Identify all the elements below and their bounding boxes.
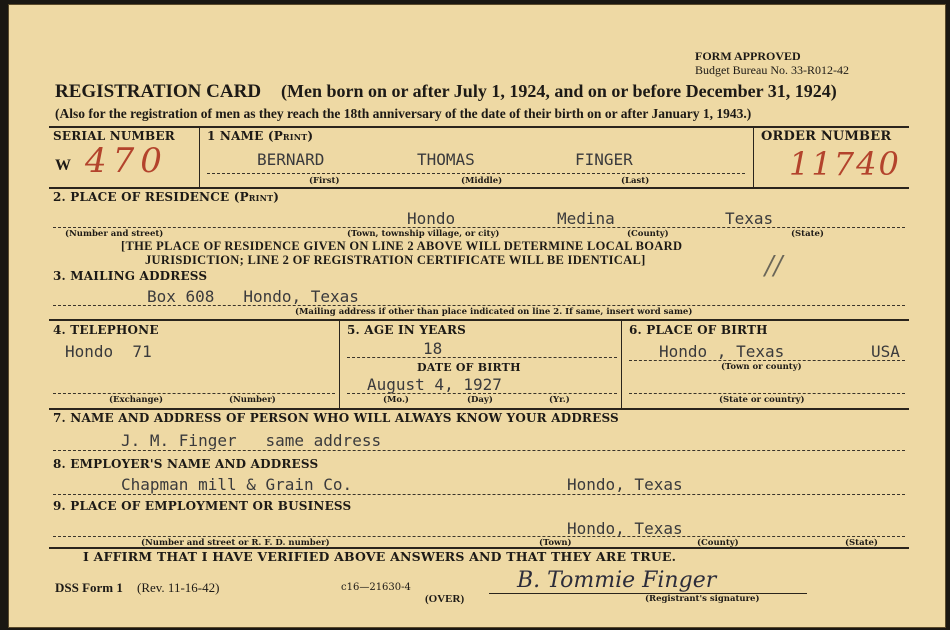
employer-underline: [53, 494, 905, 495]
card-subtitle-2: (Also for the registration of men as they reach the 18th anniversary of the date of their birth on or after January 1, 1943.): [55, 106, 752, 121]
birthplace-town: Hondo , Texas: [659, 342, 785, 361]
divider-order: [753, 127, 754, 187]
name-middle: THOMAS: [417, 150, 475, 169]
over-note: (OVER): [425, 593, 465, 605]
telephone-underline: [53, 393, 335, 394]
signature-caption: (Registrant's signature): [645, 594, 760, 604]
residence-county: Medina: [557, 209, 615, 228]
mailing-underline: [53, 305, 905, 306]
residence-town: Hondo: [407, 209, 456, 228]
employment-state-caption: (State): [845, 538, 878, 548]
contact-label: 7. NAME AND ADDRESS OF PERSON WHO WILL ALWAYS KNOW YOUR ADDRESS: [53, 411, 619, 425]
employer-location: Hondo, Texas: [567, 475, 683, 494]
name-last: FINGER: [575, 150, 633, 169]
rule-row4: [49, 408, 909, 410]
employment-place-value: Hondo, Texas: [567, 519, 683, 538]
budget-bureau: Budget Bureau No. 33-R012-42: [695, 63, 849, 77]
telephone-label: 4. TELEPHONE: [53, 323, 159, 337]
birthplace-underline: [629, 360, 905, 361]
employment-town-caption: (Town): [539, 538, 572, 548]
serial-prefix: W: [55, 157, 71, 174]
day-caption: (Day): [467, 395, 493, 405]
number-caption: (Number): [229, 395, 276, 405]
divider-age-birth: [621, 320, 622, 408]
birthplace-label: 6. PLACE OF BIRTH: [629, 323, 768, 337]
name-underline: [207, 173, 745, 174]
birthplace-state-caption: (State or country): [719, 395, 805, 405]
residence-state: Texas: [725, 209, 774, 228]
residence-notice-2: JURISDICTION; LINE 2 OF REGISTRATION CERTIFICATE WILL BE IDENTICAL]: [145, 253, 646, 267]
yr-caption: (Yr.): [549, 395, 570, 405]
employment-county-caption: (County): [697, 538, 739, 548]
birthplace-country: USA: [871, 342, 900, 361]
residence-notice-1: [THE PLACE OF RESIDENCE GIVEN ON LINE 2 ABOVE WILL DETERMINE LOCAL BOARD: [121, 239, 683, 253]
rule-row1: [49, 187, 909, 189]
residence-state-caption: (State): [791, 229, 824, 239]
affirm-statement: I AFFIRM THAT I HAVE VERIFIED ABOVE ANSWERS AND THAT THEY ARE TRUE.: [83, 549, 677, 564]
exchange-caption: (Exchange): [109, 395, 163, 405]
residence-county-caption: (County): [627, 229, 669, 239]
registrant-signature: B. Tommie Finger: [517, 568, 717, 593]
dob-underline: [347, 393, 617, 394]
name-middle-caption: (Middle): [461, 176, 503, 186]
divider-serial: [199, 127, 200, 187]
employment-place-underline: [53, 536, 905, 537]
name-last-caption: (Last): [621, 176, 650, 186]
mailing-caption: (Mailing address if other than place indicated on line 2. If same, insert word same): [295, 307, 693, 317]
mo-caption: (Mo.): [383, 395, 409, 405]
dob-label: DATE OF BIRTH: [417, 361, 521, 374]
residence-underline: [53, 227, 905, 228]
employer-name: Chapman mill & Grain Co.: [121, 475, 353, 494]
birthplace-town-caption: (Town or county): [721, 362, 802, 372]
mailing-label: 3. MAILING ADDRESS: [53, 269, 208, 283]
rule-top: [49, 126, 909, 128]
contact-value: J. M. Finger same address: [121, 431, 382, 450]
name-label: 1 NAME (Print): [207, 129, 314, 143]
mailing-address: Box 608 Hondo, Texas: [147, 287, 359, 306]
print-code: c16—21630-4: [341, 582, 411, 593]
order-number: 11740: [789, 145, 901, 183]
form-revision: (Rev. 11-16-42): [137, 580, 220, 595]
card-title: REGISTRATION CARD: [55, 81, 262, 102]
name-first-caption: (First): [309, 176, 340, 186]
form-approved: FORM APPROVED: [695, 49, 801, 63]
order-label: ORDER NUMBER: [761, 129, 892, 144]
employment-place-label: 9. PLACE OF EMPLOYMENT OR BUSINESS: [53, 499, 352, 513]
age-label: 5. AGE IN YEARS: [347, 323, 467, 337]
check-mark: //: [765, 251, 783, 281]
age-value: 18: [423, 339, 443, 358]
serial-number: 470: [85, 141, 168, 181]
name-first: BERNARD: [257, 150, 325, 169]
employment-street-caption: (Number and street or R. F. D. number): [141, 538, 330, 548]
contact-underline: [53, 450, 905, 451]
employer-label: 8. EMPLOYER'S NAME AND ADDRESS: [53, 457, 319, 471]
residence-street-caption: (Number and street): [65, 229, 164, 239]
dob-value: August 4, 1927: [367, 375, 502, 394]
divider-tel-age: [339, 320, 340, 408]
residence-town-caption: (Town, township village, or city): [347, 229, 500, 239]
card-subtitle: (Men born on or after July 1, 1924, and on or before December 31, 1924): [281, 81, 837, 101]
serial-label: SERIAL NUMBER: [53, 129, 175, 143]
age-underline: [347, 357, 617, 358]
registration-card: [8, 4, 946, 628]
form-number: DSS Form 1: [55, 580, 123, 595]
birthplace-state-underline: [629, 393, 905, 394]
telephone-value: Hondo 71: [65, 342, 152, 361]
rule-row3: [49, 319, 909, 321]
residence-label: 2. PLACE OF RESIDENCE (Print): [53, 190, 280, 204]
